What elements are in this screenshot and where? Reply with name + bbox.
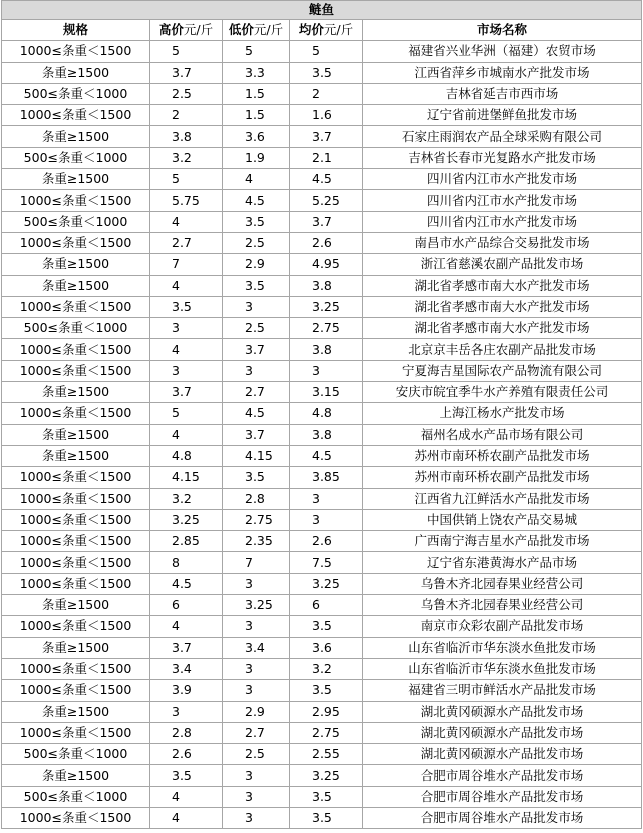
cell-high-price: 4: [150, 786, 223, 807]
cell-spec: 500≤条重＜1000: [2, 786, 150, 807]
cell-market-name: 福州名成水产品市场有限公司: [363, 424, 642, 445]
table-row: [2, 701, 642, 722]
cell-low-price: 3.4: [223, 637, 290, 658]
cell-avg-price: 3: [290, 488, 363, 509]
table-row: [2, 616, 642, 637]
cell-spec: 500≤条重＜1000: [2, 744, 150, 765]
cell-market-name: 苏州市南环桥农副产品批发市场: [363, 445, 642, 466]
table-row: [2, 190, 642, 211]
cell-market-name: 吉林省长春市光复路水产批发市场: [363, 147, 642, 168]
table-row: [2, 62, 642, 83]
table-row: [2, 552, 642, 573]
cell-market-name: 湖北黄冈硕源水产品批发市场: [363, 701, 642, 722]
cell-high-price: 3.2: [150, 488, 223, 509]
cell-high-price: 3.2: [150, 147, 223, 168]
cell-spec: 1000≤条重＜1500: [2, 509, 150, 530]
cell-spec: 1000≤条重＜1500: [2, 403, 150, 424]
cell-spec: 条重≥1500: [2, 445, 150, 466]
cell-low-price: 7: [223, 552, 290, 573]
table-row: [2, 41, 642, 62]
cell-avg-price: 2.55: [290, 744, 363, 765]
header-low-label: 低价: [228, 22, 254, 38]
cell-market-name: 南昌市水产品综合交易批发市场: [363, 232, 642, 253]
cell-market-name: 吉林省延吉市西市场: [363, 83, 642, 104]
cell-market-name: 乌鲁木齐北园春果业经营公司: [363, 595, 642, 616]
cell-low-price: 4.5: [223, 403, 290, 424]
cell-avg-price: 3.8: [290, 275, 363, 296]
cell-high-price: 2.6: [150, 744, 223, 765]
cell-low-price: 3.5: [223, 275, 290, 296]
header-low-unit: 元/斤: [253, 22, 284, 38]
cell-spec: 1000≤条重＜1500: [2, 190, 150, 211]
cell-high-price: 3.4: [150, 658, 223, 679]
cell-avg-price: 3.8: [290, 339, 363, 360]
cell-avg-price: 3: [290, 509, 363, 530]
cell-high-price: 4: [150, 275, 223, 296]
cell-high-price: 7: [150, 254, 223, 275]
header-market: 市场名称: [363, 20, 642, 41]
cell-avg-price: 5: [290, 41, 363, 62]
cell-high-price: 3.25: [150, 509, 223, 530]
cell-spec: 1000≤条重＜1500: [2, 531, 150, 552]
cell-spec: 条重≥1500: [2, 595, 150, 616]
cell-spec: 1000≤条重＜1500: [2, 658, 150, 679]
cell-market-name: 湖北省孝感市南大水产批发市场: [363, 318, 642, 339]
cell-high-price: 4: [150, 339, 223, 360]
cell-low-price: 2.8: [223, 488, 290, 509]
cell-avg-price: 3.5: [290, 807, 363, 828]
table-row: [2, 211, 642, 232]
cell-avg-price: 2.75: [290, 318, 363, 339]
cell-spec: 1000≤条重＜1500: [2, 232, 150, 253]
cell-market-name: 宁夏海吉星国际农产品物流有限公司: [363, 360, 642, 381]
cell-high-price: 5: [150, 403, 223, 424]
cell-avg-price: 2.95: [290, 701, 363, 722]
cell-market-name: 四川省内江市水产批发市场: [363, 190, 642, 211]
cell-spec: 条重≥1500: [2, 126, 150, 147]
header-low: [223, 20, 290, 41]
cell-low-price: 3: [223, 765, 290, 786]
table-row: [2, 232, 642, 253]
cell-spec: 1000≤条重＜1500: [2, 488, 150, 509]
cell-low-price: 2.7: [223, 722, 290, 743]
cell-market-name: 安庆市皖宜季牛水产养殖有限责任公司: [363, 382, 642, 403]
cell-market-name: 湖北黄冈硕源水产品批发市场: [363, 744, 642, 765]
header-avg-label: 均价: [298, 22, 324, 38]
table-row: [2, 722, 642, 743]
header-high: [150, 20, 223, 41]
cell-avg-price: 1.6: [290, 105, 363, 126]
cell-market-name: 湖北黄冈硕源水产品批发市场: [363, 722, 642, 743]
cell-spec: 条重≥1500: [2, 62, 150, 83]
cell-spec: 条重≥1500: [2, 382, 150, 403]
cell-avg-price: 4.5: [290, 169, 363, 190]
cell-low-price: 3.7: [223, 339, 290, 360]
cell-avg-price: 3.6: [290, 637, 363, 658]
cell-market-name: 江西省萍乡市城南水产批发市场: [363, 62, 642, 83]
cell-high-price: 3.9: [150, 680, 223, 701]
cell-spec: 条重≥1500: [2, 765, 150, 786]
cell-low-price: 3.5: [223, 467, 290, 488]
table-title: 鲢鱼: [2, 1, 642, 20]
table-row: [2, 573, 642, 594]
cell-market-name: 山东省临沂市华东淡水鱼批发市场: [363, 658, 642, 679]
cell-high-price: 3.5: [150, 765, 223, 786]
cell-avg-price: 3.7: [290, 126, 363, 147]
cell-high-price: 3: [150, 318, 223, 339]
cell-avg-price: 2.75: [290, 722, 363, 743]
table-row: [2, 680, 642, 701]
cell-avg-price: 4.95: [290, 254, 363, 275]
table-row: [2, 658, 642, 679]
cell-low-price: 1.9: [223, 147, 290, 168]
cell-high-price: 3.5: [150, 296, 223, 317]
cell-low-price: 5: [223, 41, 290, 62]
cell-avg-price: 3: [290, 360, 363, 381]
cell-market-name: 上海江杨水产批发市场: [363, 403, 642, 424]
cell-low-price: 3: [223, 680, 290, 701]
cell-market-name: 湖北省孝感市南大水产批发市场: [363, 296, 642, 317]
cell-high-price: 2: [150, 105, 223, 126]
table-row: [2, 254, 642, 275]
cell-market-name: 合肥市周谷堆水产品批发市场: [363, 765, 642, 786]
cell-market-name: 石家庄雨润农产品全球采购有限公司: [363, 126, 642, 147]
cell-low-price: 3: [223, 360, 290, 381]
cell-low-price: 4.5: [223, 190, 290, 211]
cell-low-price: 2.5: [223, 744, 290, 765]
cell-high-price: 5.75: [150, 190, 223, 211]
table-row: [2, 105, 642, 126]
cell-high-price: 5: [150, 41, 223, 62]
cell-spec: 1000≤条重＜1500: [2, 573, 150, 594]
table-row: [2, 488, 642, 509]
cell-market-name: 辽宁省前进堡鲜鱼批发市场: [363, 105, 642, 126]
cell-low-price: 2.5: [223, 232, 290, 253]
cell-low-price: 3.6: [223, 126, 290, 147]
header-spec: 规格: [2, 20, 150, 41]
cell-avg-price: 2: [290, 83, 363, 104]
table-row: [2, 807, 642, 828]
cell-low-price: 2.35: [223, 531, 290, 552]
cell-high-price: 4.8: [150, 445, 223, 466]
cell-high-price: 3.7: [150, 382, 223, 403]
table-header-row: [2, 20, 642, 41]
cell-high-price: 5: [150, 169, 223, 190]
cell-low-price: 3: [223, 616, 290, 637]
cell-avg-price: 3.5: [290, 616, 363, 637]
cell-spec: 500≤条重＜1000: [2, 318, 150, 339]
table-row: [2, 531, 642, 552]
table-row: [2, 509, 642, 530]
table-row: [2, 275, 642, 296]
table-row: [2, 83, 642, 104]
header-high-label: 高价: [158, 22, 184, 38]
cell-low-price: 3: [223, 807, 290, 828]
cell-high-price: 4: [150, 424, 223, 445]
table-body: [2, 41, 642, 829]
cell-market-name: 乌鲁木齐北园春果业经营公司: [363, 573, 642, 594]
table-title-row: [2, 1, 642, 20]
cell-market-name: 四川省内江市水产批发市场: [363, 169, 642, 190]
cell-spec: 1000≤条重＜1500: [2, 552, 150, 573]
cell-low-price: 3: [223, 658, 290, 679]
cell-high-price: 2.8: [150, 722, 223, 743]
cell-avg-price: 4.5: [290, 445, 363, 466]
table-row: [2, 382, 642, 403]
cell-low-price: 2.75: [223, 509, 290, 530]
cell-spec: 500≤条重＜1000: [2, 83, 150, 104]
cell-market-name: 山东省临沂市华东淡水鱼批发市场: [363, 637, 642, 658]
cell-avg-price: 3.25: [290, 765, 363, 786]
cell-low-price: 2.9: [223, 701, 290, 722]
cell-low-price: 3.7: [223, 424, 290, 445]
cell-market-name: 南京市众彩农副产品批发市场: [363, 616, 642, 637]
cell-market-name: 浙江省慈溪农副产品批发市场: [363, 254, 642, 275]
cell-spec: 1000≤条重＜1500: [2, 296, 150, 317]
table-row: [2, 147, 642, 168]
cell-low-price: 4.15: [223, 445, 290, 466]
cell-avg-price: 2.6: [290, 232, 363, 253]
cell-spec: 1000≤条重＜1500: [2, 722, 150, 743]
cell-avg-price: 7.5: [290, 552, 363, 573]
cell-market-name: 湖北省孝感市南大水产批发市场: [363, 275, 642, 296]
cell-low-price: 2.9: [223, 254, 290, 275]
table-row: [2, 637, 642, 658]
header-avg-unit: 元/斤: [323, 22, 354, 38]
table-row: [2, 595, 642, 616]
cell-high-price: 3.7: [150, 62, 223, 83]
cell-avg-price: 3.2: [290, 658, 363, 679]
cell-market-name: 福建省兴业华洲（福建）农贸市场: [363, 41, 642, 62]
table-row: [2, 765, 642, 786]
cell-low-price: 3.3: [223, 62, 290, 83]
cell-low-price: 3: [223, 296, 290, 317]
cell-spec: 条重≥1500: [2, 637, 150, 658]
cell-avg-price: 6: [290, 595, 363, 616]
cell-high-price: 4: [150, 616, 223, 637]
cell-avg-price: 4.8: [290, 403, 363, 424]
cell-spec: 条重≥1500: [2, 424, 150, 445]
cell-avg-price: 3.5: [290, 62, 363, 83]
cell-high-price: 4: [150, 807, 223, 828]
cell-spec: 1000≤条重＜1500: [2, 360, 150, 381]
cell-avg-price: 3.25: [290, 573, 363, 594]
cell-market-name: 福建省三明市鲜活水产品批发市场: [363, 680, 642, 701]
cell-low-price: 4: [223, 169, 290, 190]
cell-market-name: 辽宁省东港黄海水产品市场: [363, 552, 642, 573]
cell-spec: 条重≥1500: [2, 169, 150, 190]
cell-low-price: 3.5: [223, 211, 290, 232]
cell-spec: 条重≥1500: [2, 254, 150, 275]
cell-avg-price: 3.85: [290, 467, 363, 488]
cell-low-price: 3: [223, 573, 290, 594]
table-row: [2, 403, 642, 424]
cell-spec: 1000≤条重＜1500: [2, 680, 150, 701]
cell-market-name: 苏州市南环桥农副产品批发市场: [363, 467, 642, 488]
header-avg: [290, 20, 363, 41]
table-row: [2, 360, 642, 381]
cell-market-name: 合肥市周谷堆水产品批发市场: [363, 786, 642, 807]
table-row: [2, 467, 642, 488]
cell-low-price: 3.25: [223, 595, 290, 616]
table-row: [2, 169, 642, 190]
cell-avg-price: 3.15: [290, 382, 363, 403]
table-row: [2, 744, 642, 765]
cell-avg-price: 3.7: [290, 211, 363, 232]
table-row: [2, 339, 642, 360]
cell-avg-price: 3.8: [290, 424, 363, 445]
cell-market-name: 中国供销上饶农产品交易城: [363, 509, 642, 530]
cell-high-price: 2.85: [150, 531, 223, 552]
cell-low-price: 3: [223, 786, 290, 807]
cell-high-price: 8: [150, 552, 223, 573]
table-row: [2, 424, 642, 445]
table-row: [2, 445, 642, 466]
cell-low-price: 1.5: [223, 105, 290, 126]
cell-market-name: 四川省内江市水产批发市场: [363, 211, 642, 232]
cell-high-price: 3.8: [150, 126, 223, 147]
cell-avg-price: 5.25: [290, 190, 363, 211]
cell-high-price: 4: [150, 211, 223, 232]
cell-low-price: 1.5: [223, 83, 290, 104]
cell-avg-price: 2.6: [290, 531, 363, 552]
table-row: [2, 126, 642, 147]
cell-high-price: 6: [150, 595, 223, 616]
cell-avg-price: 3.25: [290, 296, 363, 317]
cell-high-price: 3.7: [150, 637, 223, 658]
cell-spec: 条重≥1500: [2, 275, 150, 296]
cell-avg-price: 3.5: [290, 680, 363, 701]
table-row: [2, 318, 642, 339]
cell-spec: 500≤条重＜1000: [2, 211, 150, 232]
cell-market-name: 江西省九江鲜活水产品批发市场: [363, 488, 642, 509]
cell-spec: 1000≤条重＜1500: [2, 339, 150, 360]
cell-spec: 1000≤条重＜1500: [2, 467, 150, 488]
table-row: [2, 296, 642, 317]
header-high-unit: 元/斤: [183, 22, 214, 38]
table-row: [2, 786, 642, 807]
cell-high-price: 4.15: [150, 467, 223, 488]
price-table: [1, 0, 642, 829]
cell-high-price: 3: [150, 360, 223, 381]
cell-high-price: 3: [150, 701, 223, 722]
cell-spec: 条重≥1500: [2, 701, 150, 722]
cell-market-name: 北京京丰岳各庄农副产品批发市场: [363, 339, 642, 360]
cell-low-price: 2.5: [223, 318, 290, 339]
cell-avg-price: 3.5: [290, 786, 363, 807]
cell-market-name: 合肥市周谷堆水产品批发市场: [363, 807, 642, 828]
cell-low-price: 2.7: [223, 382, 290, 403]
cell-spec: 500≤条重＜1000: [2, 147, 150, 168]
cell-spec: 1000≤条重＜1500: [2, 105, 150, 126]
cell-spec: 1000≤条重＜1500: [2, 41, 150, 62]
cell-spec: 1000≤条重＜1500: [2, 616, 150, 637]
cell-avg-price: 2.1: [290, 147, 363, 168]
cell-high-price: 4.5: [150, 573, 223, 594]
cell-high-price: 2.7: [150, 232, 223, 253]
cell-market-name: 广西南宁海吉星水产品批发市场: [363, 531, 642, 552]
cell-spec: 1000≤条重＜1500: [2, 807, 150, 828]
cell-high-price: 2.5: [150, 83, 223, 104]
